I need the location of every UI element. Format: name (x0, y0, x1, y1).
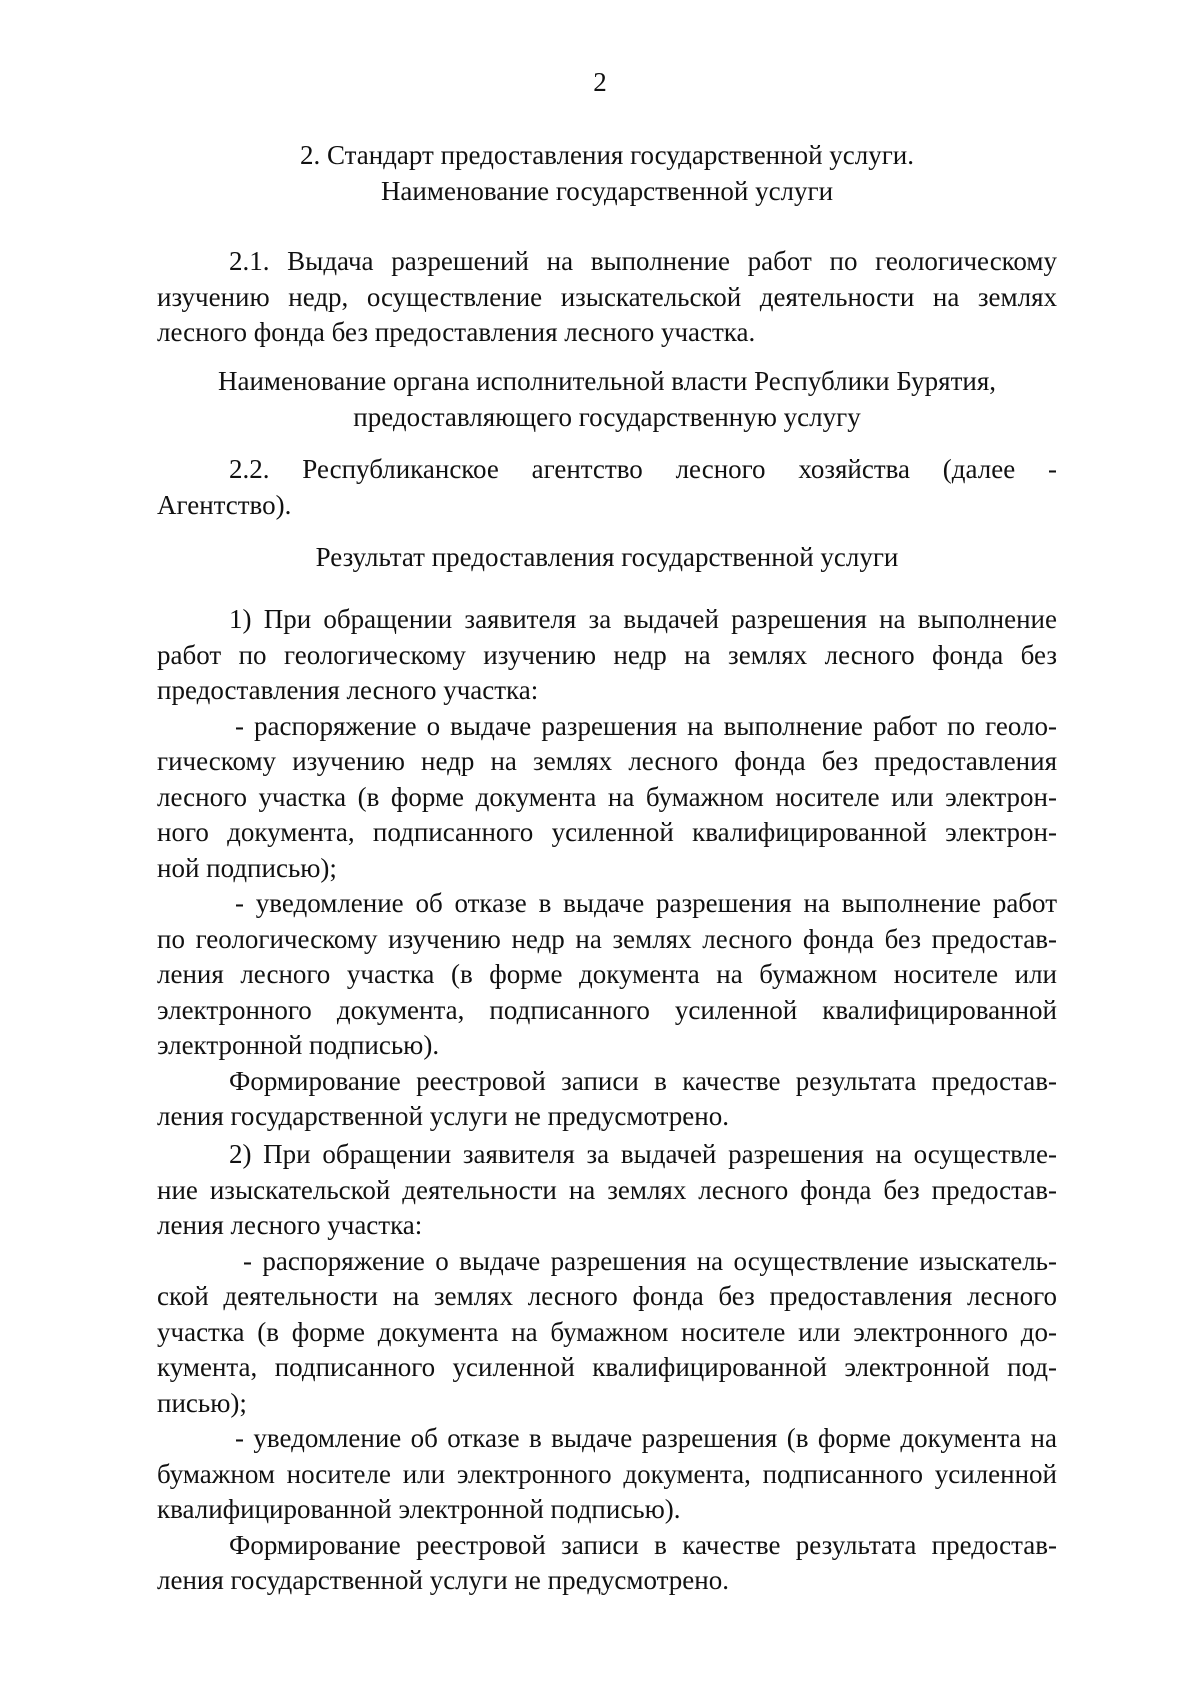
text-line: электронной подписью). (157, 1030, 440, 1060)
text-line: 2.1. Выдача разрешений на выполнение работ по геологическому (229, 246, 1057, 276)
text-line: 2.2. Республиканское агентство лесного хозяйства (далее - (229, 454, 1057, 484)
text-line: бумажном носителе или электронного документа, подписанного усиленной (157, 1458, 1057, 1489)
text-line: кумента, подписанного усиленной квалифицированной электронной под- (157, 1352, 1057, 1382)
text-line: 1) При обращении заявителя за выдачей разрешения на выполнение (229, 604, 1057, 634)
text-line: предоставления лесного участка: (157, 675, 539, 705)
text-line: ной подписью); (157, 852, 337, 883)
page-number: 2 (593, 67, 607, 97)
paragraph-1 (157, 602, 1057, 1135)
text-line: квалифицированной электронной подписью). (157, 1494, 681, 1524)
section-heading-line: 2. Стандарт предоставления государственной услуги. (299, 140, 915, 170)
text-line: ской деятельности на землях лесного фонда без предоставления лесного (157, 1281, 1057, 1311)
organ-heading-line: Наименование органа исполнительной власти Республики Бурятия, (217, 366, 997, 396)
text-line: по геологическому изучению недр на землях лесного фонда без предостав- (157, 923, 1057, 954)
text-line: ления государственной услуги не предусмотрено. (157, 1565, 729, 1595)
text-line: - уведомление об отказе в выдаче разрешения на выполнение работ (235, 888, 1057, 918)
text-line: ного документа, подписанного усиленной квалифицированной электрон- (157, 817, 1057, 847)
paragraph-2 (157, 1137, 1057, 1599)
paragraph-2-1 (157, 244, 1057, 351)
text-line: Формирование реестровой записи в качестве результата предостав- (229, 1065, 1057, 1096)
text-line: Агентство). (157, 489, 292, 520)
text-line: - уведомление об отказе в выдаче разрешения (в форме документа на (235, 1423, 1057, 1453)
text-line: электронного документа, подписанного усиленной квалифицированной (157, 994, 1057, 1025)
result-heading: Результат предоставления государственной услуги (315, 542, 899, 572)
text-line: Формирование реестровой записи в качестве результата предостав- (229, 1529, 1057, 1560)
text-line: ления лесного участка: (157, 1210, 423, 1240)
text-line: лесного фонда без предоставления лесного участка. (157, 317, 756, 347)
text-line: участка (в форме документа на бумажном носителе или электронного до- (157, 1316, 1057, 1347)
text-line: лесного участка (в форме документа на бумажном носителе или электрон- (157, 781, 1057, 812)
text-line: изучению недр, осуществление изыскательской деятельности на землях (157, 281, 1057, 312)
section-heading-line: Наименование государственной услуги (380, 175, 834, 206)
text-line: - распоряжение о выдаче разрешения на выполнение работ по геоло- (235, 710, 1057, 741)
text-line: ления государственной услуги не предусмотрено. (157, 1101, 729, 1131)
text-line: - распоряжение о выдаче разрешения на осуществление изыскатель- (243, 1245, 1057, 1276)
text-line: ние изыскательской деятельности на землях лесного фонда без предостав- (157, 1174, 1057, 1205)
organ-heading (157, 364, 1057, 435)
text-line: работ по геологическому изучению недр на землях лесного фонда без (157, 639, 1057, 670)
text-line: гическому изучению недр на землях лесного фонда без предоставления (157, 746, 1057, 776)
text-line: 2) При обращении заявителя за выдачей разрешения на осуществле- (229, 1139, 1057, 1169)
section-heading (157, 138, 1057, 209)
text-line: писью); (157, 1387, 247, 1418)
organ-heading-line: предоставляющего государственную услугу (353, 401, 861, 432)
text-line: ления лесного участка (в форме документа на бумажном носителе или (157, 959, 1057, 989)
paragraph-2-2 (157, 452, 1057, 523)
